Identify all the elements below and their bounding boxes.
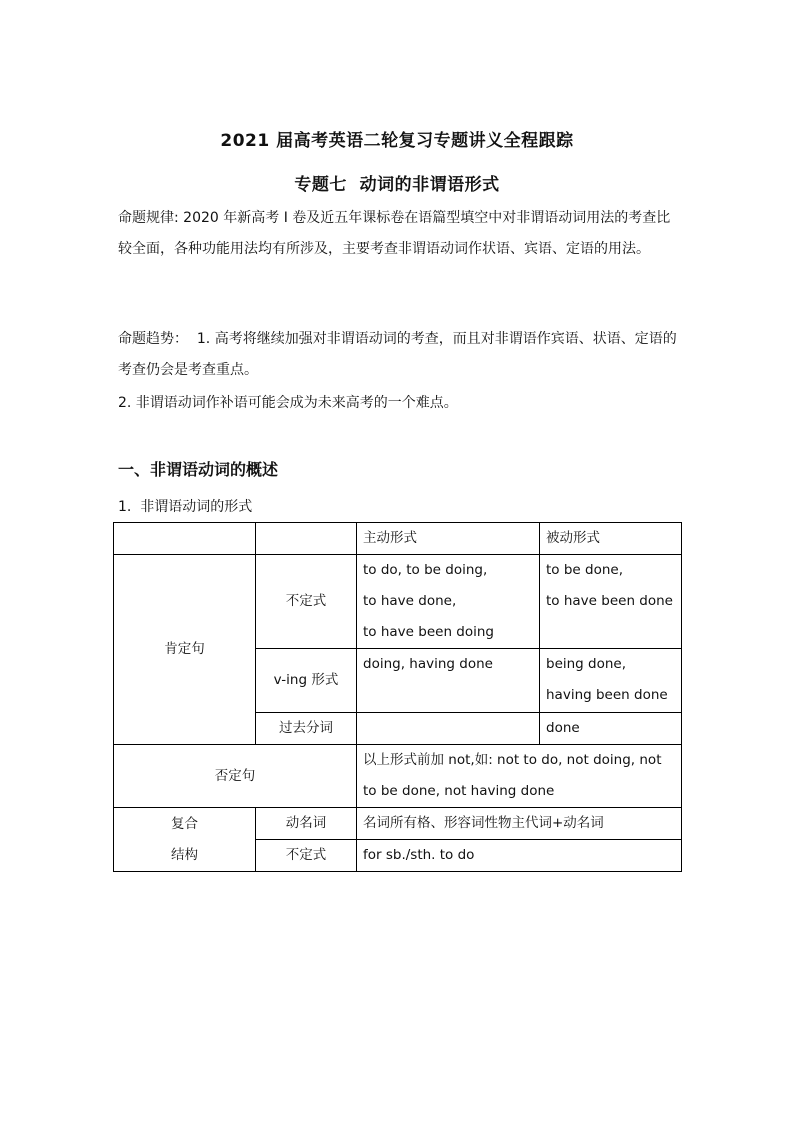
table-row-compound-gerund bbox=[114, 808, 682, 840]
infinitive-active-line: to do, to be doing, bbox=[363, 562, 488, 578]
exam-rule-paragraph: 命题规律: 2020 年新高考 I 卷及近五年课标卷在语篇型填空中对非谓语动词用法的考查比较全面，各种功能用法均有所涉及，主要考查非谓语动词作状语、宾语、定语的用法。 bbox=[118, 210, 671, 257]
infinitive-passive-line: to be done, bbox=[546, 562, 623, 578]
infinitive-active-line: to have been doing bbox=[363, 624, 494, 640]
table-header-row bbox=[114, 523, 682, 555]
compound-infinitive-label: 不定式 bbox=[256, 840, 357, 872]
header-active: 主动形式 bbox=[357, 523, 540, 555]
infinitive-active-line: to have done, bbox=[363, 593, 457, 609]
ving-passive-line: being done, bbox=[546, 656, 627, 672]
compound-label-line: 复合 bbox=[171, 815, 198, 832]
table-row-negative bbox=[114, 745, 682, 808]
negative-label: 否定句 bbox=[114, 745, 357, 808]
empty-cell bbox=[114, 523, 256, 555]
past-participle-label: 过去分词 bbox=[256, 713, 357, 745]
compound-label bbox=[114, 808, 256, 872]
affirmative-label: 肯定句 bbox=[114, 555, 256, 745]
header-passive: 被动形式 bbox=[540, 523, 682, 555]
document-subtitle: 专题七 动词的非谓语形式 bbox=[294, 175, 500, 195]
infinitive-active-cell bbox=[357, 555, 540, 649]
past-participle-passive-cell: done bbox=[540, 713, 682, 745]
negative-content-line: 以上形式前加 not,如: not to do, not doing, not bbox=[363, 752, 662, 768]
infinitive-passive-line: to have been done bbox=[546, 593, 673, 609]
subsection-heading: 1. 非谓语动词的形式 bbox=[118, 499, 253, 515]
table-row-infinitive bbox=[114, 555, 682, 649]
compound-label-line: 结构 bbox=[171, 846, 198, 863]
ving-passive-line: having been done bbox=[546, 687, 668, 703]
negative-content-line: to be done, not having done bbox=[363, 783, 555, 799]
infinitive-passive-cell bbox=[540, 555, 682, 649]
compound-gerund-label: 动名词 bbox=[256, 808, 357, 840]
empty-cell bbox=[256, 523, 357, 555]
compound-gerund-content: 名词所有格、形容词性物主代词+动名词 bbox=[357, 808, 682, 840]
ving-label: v-ing 形式 bbox=[256, 649, 357, 713]
negative-content-cell bbox=[357, 745, 682, 808]
ving-active-cell bbox=[357, 649, 540, 713]
past-participle-active-cell bbox=[357, 713, 540, 745]
section-heading: 一、非谓语动词的概述 bbox=[118, 460, 279, 479]
compound-infinitive-content: for sb./sth. to do bbox=[357, 840, 682, 872]
nonfinite-forms-table bbox=[113, 522, 682, 872]
exam-trend-paragraph: 命题趋势： 1. 高考将继续加强对非谓语动词的考查，而且对非谓语作宾语、状语、定语的考查仍会是考查重点。 bbox=[118, 331, 677, 378]
ving-passive-cell bbox=[540, 649, 682, 713]
document-title: 2021 届高考英语二轮复习专题讲义全程跟踪 bbox=[220, 131, 574, 151]
infinitive-label: 不定式 bbox=[256, 555, 357, 649]
exam-trend-paragraph-2: 2. 非谓语动词作补语可能会成为未来高考的一个难点。 bbox=[118, 395, 458, 411]
ving-active-line: doing, having done bbox=[363, 656, 493, 672]
